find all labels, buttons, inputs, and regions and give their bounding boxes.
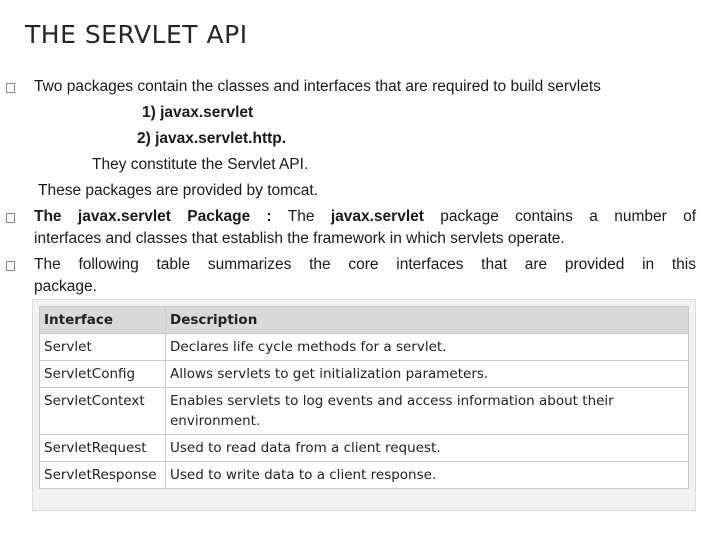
description-cell: Used to write data to a client response.: [166, 462, 689, 489]
paragraph-servlet-api: They constitute the Servlet API.: [92, 156, 309, 173]
bullet-icon: [6, 83, 15, 93]
text-fragment: package contains a number of: [440, 208, 697, 225]
interface-cell: Servlet: [40, 334, 166, 361]
interfaces-table: [39, 306, 689, 489]
table-row: [40, 435, 689, 462]
slide-title: THE SERVLET API: [25, 20, 248, 49]
package-javax-servlet: 1) javax.servlet: [142, 104, 254, 121]
table-row: [40, 388, 689, 435]
interface-cell: ServletContext: [40, 388, 166, 435]
paragraph-table-intro-line2: package.: [34, 278, 97, 295]
paragraph-packages: Two packages contain the classes and interfaces that are required to build servlets: [34, 78, 601, 95]
table-row: [40, 361, 689, 388]
header-description: Description: [166, 307, 689, 334]
package-javax-servlet-http: 2) javax.servlet.http.: [137, 130, 287, 147]
description-cell: Enables servlets to log events and access information about their environment.: [166, 388, 689, 435]
header-interface: Interface: [40, 307, 166, 334]
description-cell: Declares life cycle methods for a servlet.: [166, 334, 689, 361]
paragraph-tomcat: These packages are provided by tomcat.: [38, 182, 319, 199]
bullet-icon: [6, 213, 15, 223]
table-row: [40, 462, 689, 489]
interface-cell: ServletResponse: [40, 462, 166, 489]
package-name: javax.servlet: [330, 208, 424, 225]
bullet-icon: [6, 261, 15, 271]
table-row: [40, 334, 689, 361]
package-heading: The javax.servlet Package :: [34, 208, 272, 225]
description-cell: Allows servlets to get initialization parameters.: [166, 361, 689, 388]
paragraph-package-desc-line1: [34, 207, 696, 227]
paragraph-table-intro-line1: The following table summarizes the core interfaces that are provided in this: [34, 256, 696, 273]
table-header-row: [40, 307, 689, 334]
interfaces-table-frame: [32, 299, 696, 511]
interface-cell: ServletConfig: [40, 361, 166, 388]
paragraph-package-desc-line2: interfaces and classes that establish the framework in which servlets operate.: [34, 230, 565, 247]
text-fragment: The: [287, 208, 315, 225]
description-cell: Used to read data from a client request.: [166, 435, 689, 462]
interface-cell: ServletRequest: [40, 435, 166, 462]
